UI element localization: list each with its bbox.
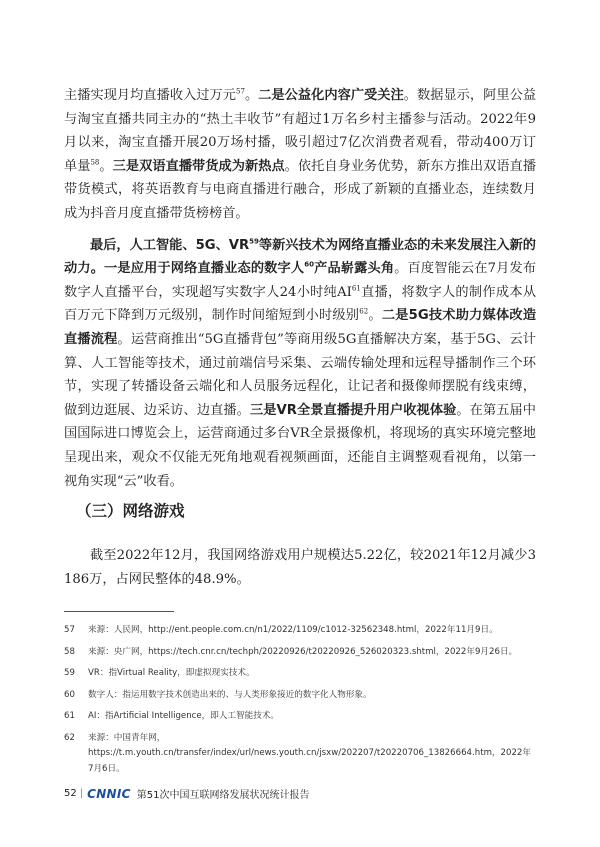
footnote-ref: 62 (359, 307, 369, 316)
footnote-item (64, 688, 536, 704)
footer-separator: | (79, 788, 84, 799)
footnote-number: 62 (64, 732, 75, 743)
footnote-text: 来源：人民网，http://ent.people.com.cn/n1/2022/1109/c1012-32562348.html，2022年11月9日。 (88, 625, 498, 635)
footnote-item (64, 623, 536, 639)
text-run: 。百度智能云在7月发布数字人直播平台，实现超写实数字人24小时纯AI (64, 261, 537, 300)
text-run: 。依托自身业务优势，新东方推出双语直播带货模式，将英语教育与电商直播进行融合，形成了新颖的直播业态，连续数月成为抖音月度直播带货榜榜首。 (64, 158, 537, 221)
footnote-divider (64, 611, 174, 612)
paragraph-new-technologies (64, 234, 536, 494)
text-run: 。 (368, 308, 382, 324)
footnote-item (64, 645, 536, 661)
page-footer (64, 786, 310, 801)
text-run: 。数据显示，阿里公益与淘宝直播共同主办的“热土丰收节”有超过1万名乡村主播参与活动。2022年9月以来，淘宝直播开展20万场村播，吸引超过7亿次消费者观看，带动400万订单量 (64, 88, 537, 174)
footnote-text: 来源：央广网，https://tech.cnr.cn/techph/20220926/t20220926_526020323.shtml，2022年9月26日。 (88, 646, 518, 657)
footnote-item (64, 666, 536, 682)
report-title: 第51次中国互联网络发展状况统计报告 (136, 790, 310, 801)
footnote-item (64, 731, 536, 778)
footnotes (64, 623, 536, 783)
section-heading: （三）网络游戏 (76, 502, 185, 520)
bold-run: 三是双语直播带货成为新热点 (112, 158, 285, 174)
footnote-ref: 58 (90, 158, 100, 167)
footnote-text: VR：指Virtual Reality，即虚拟现实技术。 (88, 668, 255, 678)
footnote-number: 60 (64, 689, 75, 700)
text-run: 直播，将数字人的制作成本从百万元下降到万元级别，制作时间缩短到小时级别 (64, 284, 537, 324)
text-run: 。 (244, 88, 259, 103)
text-run: 。 (99, 158, 113, 174)
cnnic-logo: CNNIC (87, 786, 131, 801)
footnote-number: 57 (64, 625, 75, 635)
footnote-ref: 60 (304, 260, 314, 269)
footnote-ref: 61 (351, 284, 361, 293)
page-number: 52 (64, 788, 77, 799)
text-run: 主播实现月均直播收入过万元 (64, 88, 236, 103)
footnote-ref: 59 (249, 237, 259, 246)
footnote-number: 59 (64, 668, 75, 678)
footnote-text: 来源：中国青年网，https://t.m.youth.cn/transfer/index/url/news.youth.cn/jsxw/202207/t20220706_13826664.htm，2022年7月6日。 (88, 732, 531, 774)
footnote-text: 数字人：指运用数字技术创造出来的、与人类形象接近的数字化人物形象。 (88, 689, 372, 700)
bold-run: 等新兴技术为网络直播业态的未来发展注入新的动力。一是应用于网络直播业态的数字人 (64, 237, 536, 277)
text-run: 。运营商推出“5G直播背包”等商用级5G直播解决方案，基于5G、云计算、人工智能等技术，通过前端信号采集、云端传输处理和远程导播制作三个环节，实现了转播设备云端化和人员服务远程化，让记者和摄像师摆脱有线束缚，做到边逛展、边采访、边直播。 (64, 331, 536, 418)
bold-run: 二是公益化内容广受关注 (258, 88, 404, 103)
bold-run: 最后，人工智能、5G、VR (90, 237, 250, 253)
bold-run: 三是VR全景直播提升用户收视体验 (249, 402, 457, 418)
footnote-text: AI：指Artificial Intelligence，即人工智能技术。 (88, 711, 280, 721)
paragraph-online-games (64, 544, 536, 591)
text-run: 。在第五届中国国际进口博览会上，运营商通过多台VR全景摄像机，将现场的真实环境完整地呈现出来，观众不仅能无死角地观看视频画面，还能自主调整观看视角，以第一视角实现“云”收看。 (64, 402, 536, 489)
bold-run: 二是5G技术助力媒体改造直播流程 (64, 308, 537, 347)
footnote-number: 58 (64, 646, 75, 657)
footnote-number: 61 (64, 711, 75, 721)
paragraph-games-users: 截至2022年12月，我国网络游戏用户规模达5.22亿，较2021年12月减少3186万，占网民整体的48.9%。 (64, 548, 536, 587)
footnote-item (64, 709, 536, 725)
footnote-ref: 57 (236, 87, 245, 96)
bold-run: 产品崭露头角 (313, 261, 395, 277)
paragraph-livestream-income (64, 84, 536, 226)
main-text (64, 84, 536, 493)
